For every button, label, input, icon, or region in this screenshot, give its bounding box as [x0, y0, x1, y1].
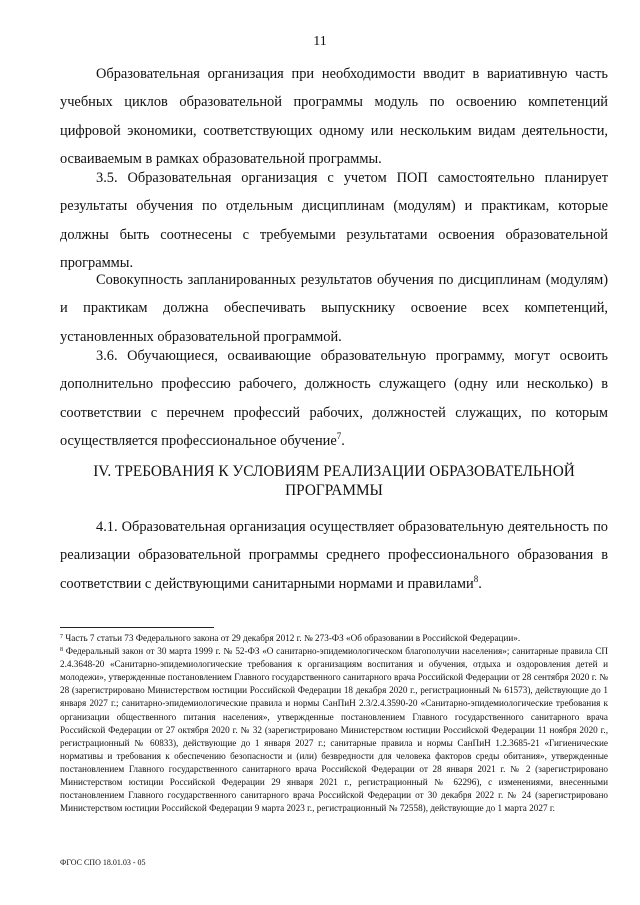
footnote-7 — [60, 632, 608, 645]
paragraph-4-1 — [60, 513, 608, 598]
paragraph-end: . — [341, 432, 345, 449]
document-footer: ФГОС СПО 18.01.03 - 05 — [60, 858, 146, 867]
section-heading-line1: IV. ТРЕБОВАНИЯ К УСЛОВИЯМ РЕАЛИЗАЦИИ ОБРАЗОВАТЕЛЬНОЙ — [93, 463, 575, 480]
paragraph-end: . — [478, 575, 482, 592]
paragraph-3-5 — [60, 164, 608, 277]
paragraph-text: 3.5. Образовательная организация с учетом ПОП самостоятельно планирует результаты обучения по отдельным дисциплинам (модулям) и практикам, которые должны быть соотнесены с требуемыми результатами освоения образовательной программы. — [60, 170, 608, 271]
paragraph-text: Образовательная организация при необходимости вводит в вариативную часть учебных циклов образовательной программы модуль по освоению компетенций цифровой экономики, соответствующих одному или нескольким видам деятельности, осваиваемым в рамках образовательной программы. — [60, 66, 608, 167]
footnote-mark: 7 — [60, 634, 63, 640]
footnote-mark: 8 — [60, 647, 63, 654]
paragraph-text: Совокупность запланированных результатов обучения по дисциплинам (модулям) и практикам должна обеспечивать выпускнику освоение всех компетенций, установленных образовательной программой. — [60, 272, 608, 345]
paragraph-text: 4.1. Образовательная организация осуществляет образовательную деятельность по реализации образовательной программы среднего профессионального образования в соответствии с действующими санитарными нормами и правилами — [60, 519, 608, 592]
paragraph-digital-economy-module — [60, 60, 608, 173]
footnote-separator — [60, 627, 214, 628]
page-number: 11 — [313, 34, 327, 49]
paragraph-learning-results — [60, 266, 608, 351]
footnote-ref-7[interactable]: 7 — [336, 430, 342, 441]
paragraph-3-6 — [60, 342, 608, 455]
section-heading-line2: ПРОГРАММЫ — [285, 482, 383, 499]
paragraph-text: 3.6. Обучающиеся, осваивающие образовательную программу, могут освоить дополнительно профессию рабочего, должность служащего (одну или несколько) в соответствии с перечнем профессий рабочих, должностей служащих, по которым осуществляется профессиональное обучение — [60, 348, 608, 449]
section-heading — [60, 462, 608, 500]
footnotes — [60, 632, 608, 815]
footnote-ref-8[interactable]: 8 — [473, 573, 479, 584]
footnote-text: Федеральный закон от 30 марта 1999 г. № 52-ФЗ «О санитарно-эпидемиологическом благополучии населения»; санитарные правила СП 2.4.3648-20 «Санитарно-эпидемиологические требования к организациям воспитания и обучения, отдыха и оздоровления детей и молодежи», утвержденные постановлением Главного государственного санитарного врача Российской Федерации от 28 сентября 2020 г. № 28 (зарегистрировано Министерством юстиции Российской Федерации 18 декабря 2020 г., регистрационный № 61573), действующие до 1 января 2027 г.; санитарно-эпидемиологические правила и нормы СанПиН 2.3/2.4.3590-20 «Санитарно-эпидемиологические требования к организации общественного питания населения», утвержденные постановлением Главного государственного санитарного врача Российской Федерации от 27 октября 2020 г. № 32 (зарегистрировано Министерством юстиции Российской Федерации 11 ноября 2020 г., регистрационный № 60833), действующие до 1 января 2027 г.; санитарные правила и нормы СанПиН 1.2.3685-21 «Гигиенические нормативы и требования к обеспечению безопасности и (или) безвредности для человека факторов среды обитания», утвержденные постановлением Главного государственного санитарного врача Российской Федерации от 28 января 2021 г. № 2 (зарегистрировано Министерством юстиции Российской Федерации 29 января 2021 г., регистрационный № 62296), с изменениями, внесенными постановлением Главного государственного санитарного врача Российской Федерации от 30 декабря 2022 г. № 24 (зарегистрировано Министерством юстиции Российской Федерации 9 марта 2023 г., регистрационный № 72558), действующие до 1 марта 2027 г. — [60, 646, 608, 814]
footnote-8 — [60, 645, 608, 815]
footnote-text: Часть 7 статьи 73 Федерального закона от 29 декабря 2012 г. № 273-ФЗ «Об образовании в Российской Федерации». — [63, 633, 521, 643]
